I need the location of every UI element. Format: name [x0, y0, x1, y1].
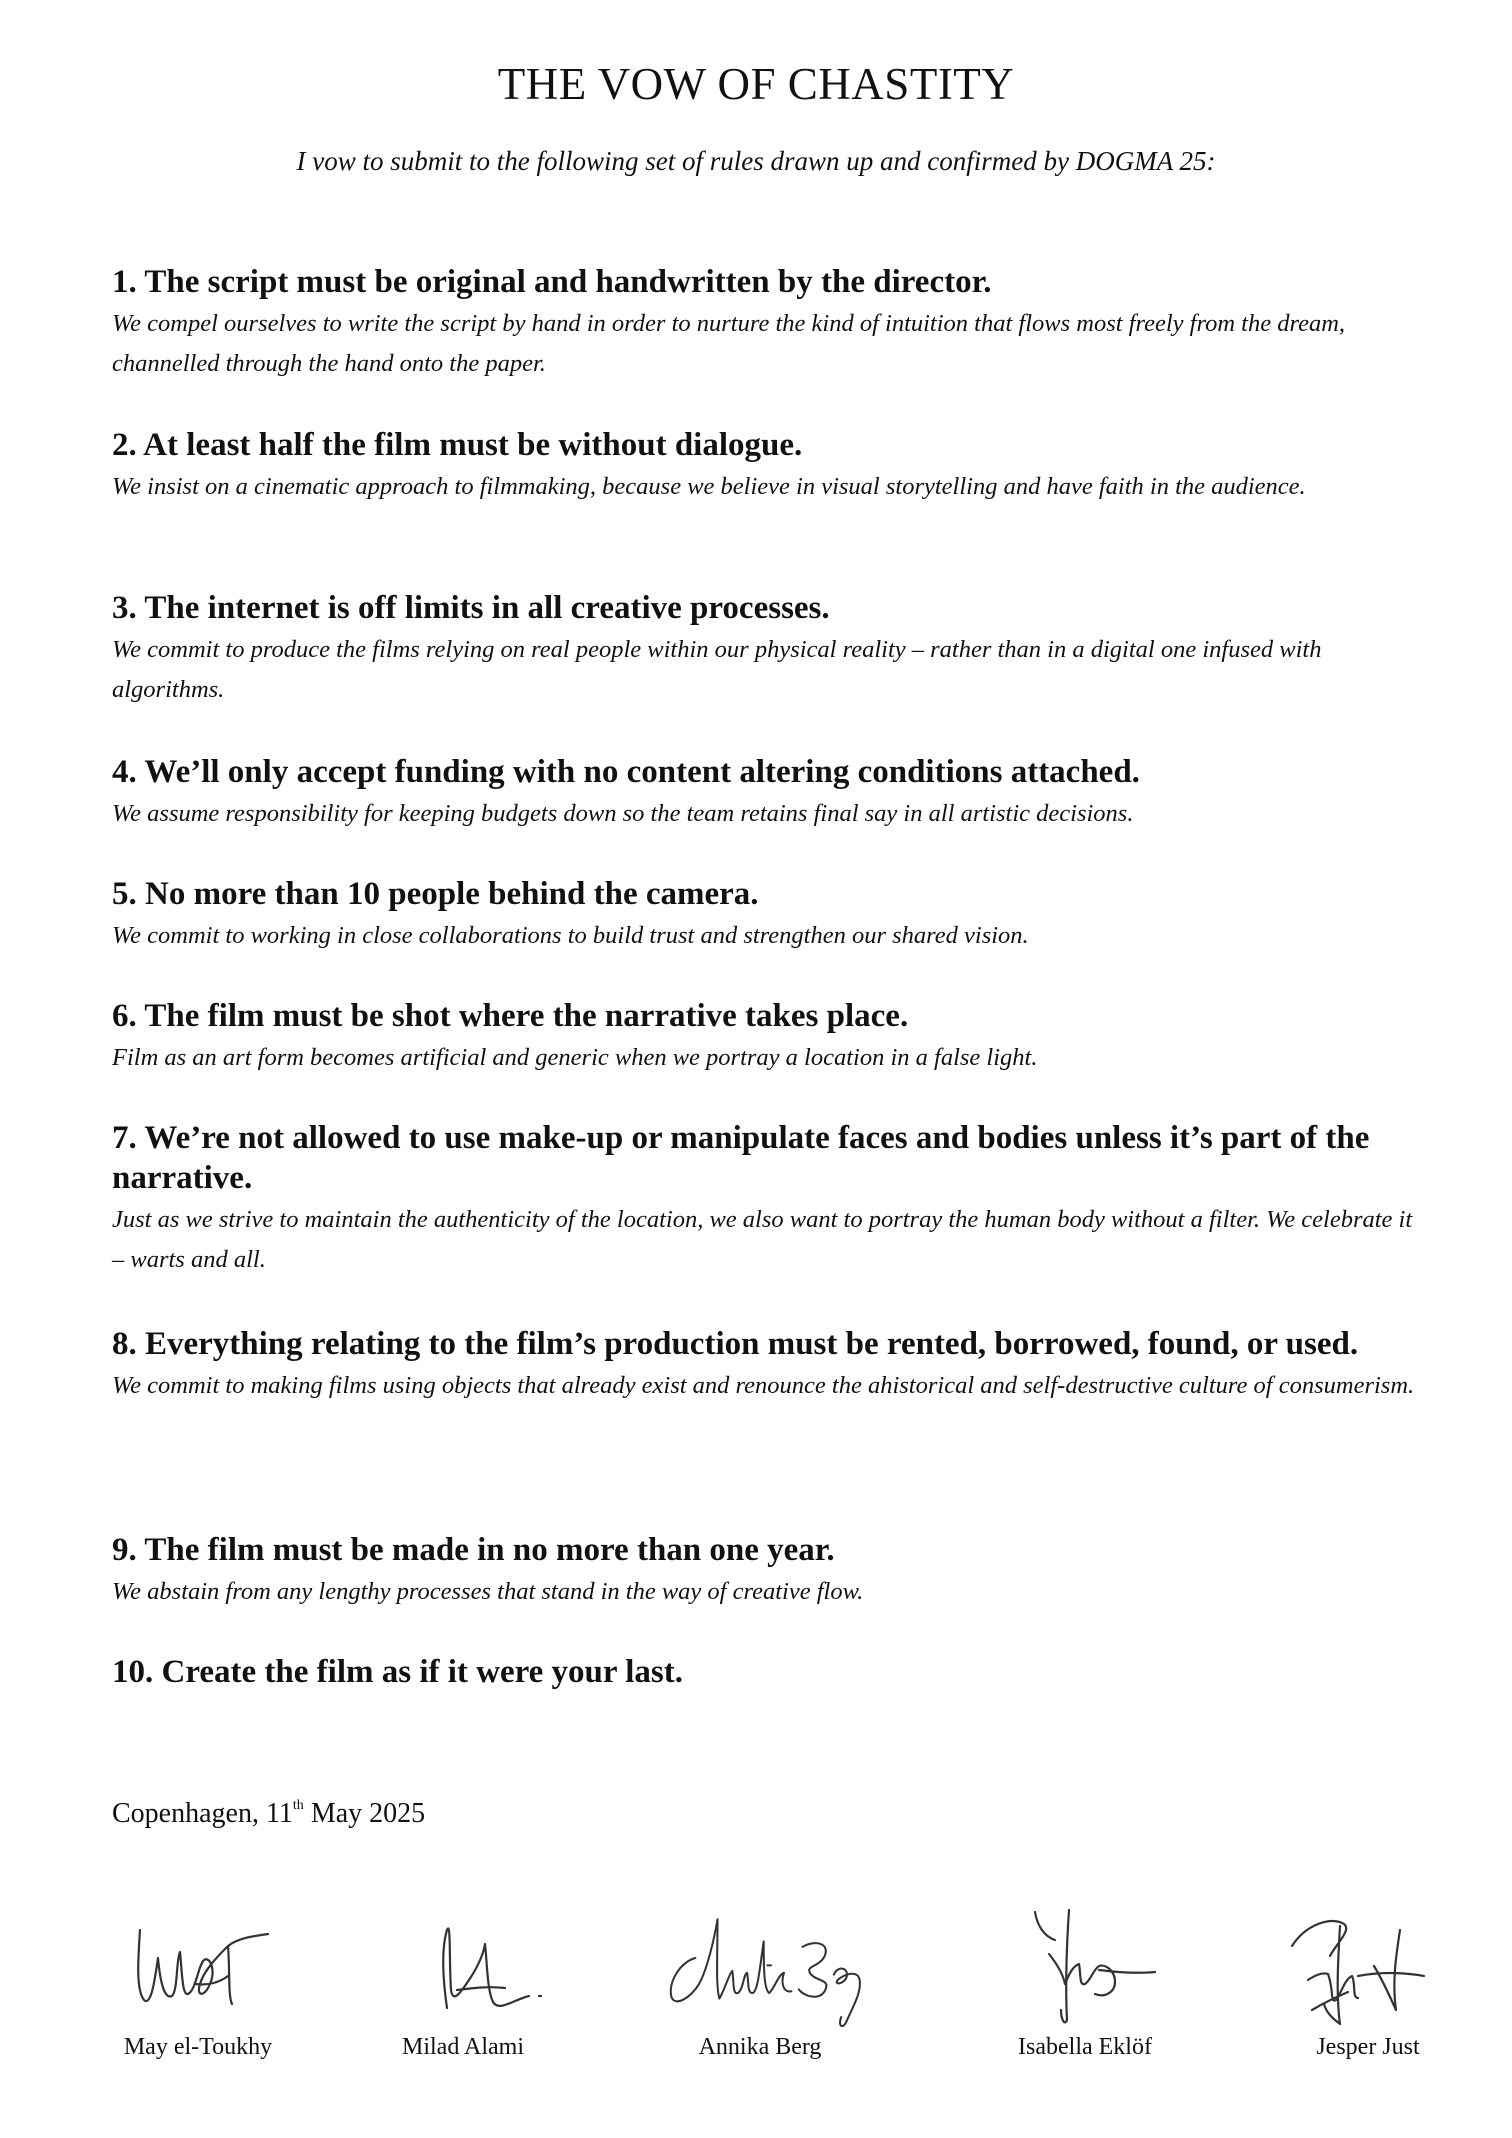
signatures-row: [0, 1900, 1512, 2100]
document-title: THE VOW OF CHASTITY: [497, 59, 1015, 109]
signatory-name: Isabella Eklöf: [1018, 2034, 1152, 2060]
day-ordinal-suffix: th: [292, 1798, 304, 1813]
rule-heading: 7. We’re not allowed to use make-up or manipulate faces and bodies unless it’s part of the narrative.: [112, 1120, 1370, 1196]
rule-item: [112, 1118, 1422, 1280]
signing-city-day: Copenhagen, 11: [112, 1798, 293, 1829]
rule-item: [112, 262, 1422, 384]
handwritten-signature: [343, 1900, 583, 2040]
document-subtitle: I vow to submit to the following set of rules drawn up and confirmed by DOGMA 25:: [296, 146, 1216, 176]
rule-heading: 10. Create the film as if it were your last.: [112, 1654, 683, 1690]
rule-item: [112, 874, 1422, 956]
rule-heading: 6. The film must be shot where the narrative takes place.: [112, 998, 909, 1034]
signature-block: [640, 1900, 880, 2070]
rule-item: [112, 1324, 1422, 1406]
rule-item: [112, 1530, 1422, 1612]
rule-item: [112, 588, 1422, 710]
rule-item: [112, 1652, 1422, 1692]
signatory-name: Jesper Just: [1316, 2034, 1420, 2060]
rule-heading: 8. Everything relating to the film’s production must be rented, borrowed, found, or used.: [112, 1326, 1359, 1362]
signature-block: [343, 1900, 583, 2070]
rule-item: [112, 996, 1422, 1078]
rule-explanation: We commit to produce the films relying on real people within our physical reality – rather than in a digital one infused with algorithms.: [112, 636, 1322, 703]
handwritten-signature: [78, 1900, 318, 2040]
signatory-name: Annika Berg: [698, 2034, 822, 2060]
signatory-name: May el-Toukhy: [123, 2034, 273, 2060]
rule-item: [112, 425, 1422, 507]
rule-explanation: We compel ourselves to write the script by hand in order to nurture the kind of intuition that flows most freely from the dream, channelled through the hand onto the paper.: [112, 310, 1346, 377]
signatory-name: Milad Alami: [402, 2034, 524, 2060]
rule-explanation: Film as an art form becomes artificial and generic when we portray a location in a false light.: [112, 1044, 1038, 1071]
rule-explanation: Just as we strive to maintain the authenticity of the location, we also want to portray the human body without a filter. We celebrate it – warts and all.: [112, 1206, 1413, 1273]
rule-heading: 4. We’ll only accept funding with no content altering conditions attached.: [112, 754, 1140, 790]
signing-month-year: May 2025: [303, 1798, 426, 1829]
signing-place-date: [112, 1798, 425, 1830]
handwritten-signature: [640, 1900, 880, 2040]
handwritten-signature: [965, 1900, 1205, 2040]
rule-explanation: We insist on a cinematic approach to filmmaking, because we believe in visual storytelling and have faith in the audience.: [112, 473, 1306, 500]
signature-block: [78, 1900, 318, 2070]
signature-block: [965, 1900, 1205, 2070]
rule-heading: 2. At least half the film must be without dialogue.: [112, 427, 803, 463]
rule-explanation: We assume responsibility for keeping budgets down so the team retains final say in all artistic decisions.: [112, 800, 1134, 827]
rule-item: [112, 752, 1422, 834]
rule-heading: 3. The internet is off limits in all creative processes.: [112, 590, 830, 626]
rule-explanation: We commit to working in close collaborations to build trust and strengthen our shared vision.: [112, 922, 1029, 949]
rule-heading: 5. No more than 10 people behind the camera.: [112, 876, 759, 912]
rule-heading: 1. The script must be original and handwritten by the director.: [112, 264, 992, 300]
rule-explanation: We abstain from any lengthy processes that stand in the way of creative flow.: [112, 1578, 864, 1605]
signature-block: [1248, 1900, 1488, 2070]
handwritten-signature: [1248, 1900, 1488, 2040]
rule-heading: 9. The film must be made in no more than one year.: [112, 1532, 835, 1568]
rule-explanation: We commit to making films using objects that already exist and renounce the ahistorical and self-destructive culture of consumerism.: [112, 1372, 1415, 1399]
